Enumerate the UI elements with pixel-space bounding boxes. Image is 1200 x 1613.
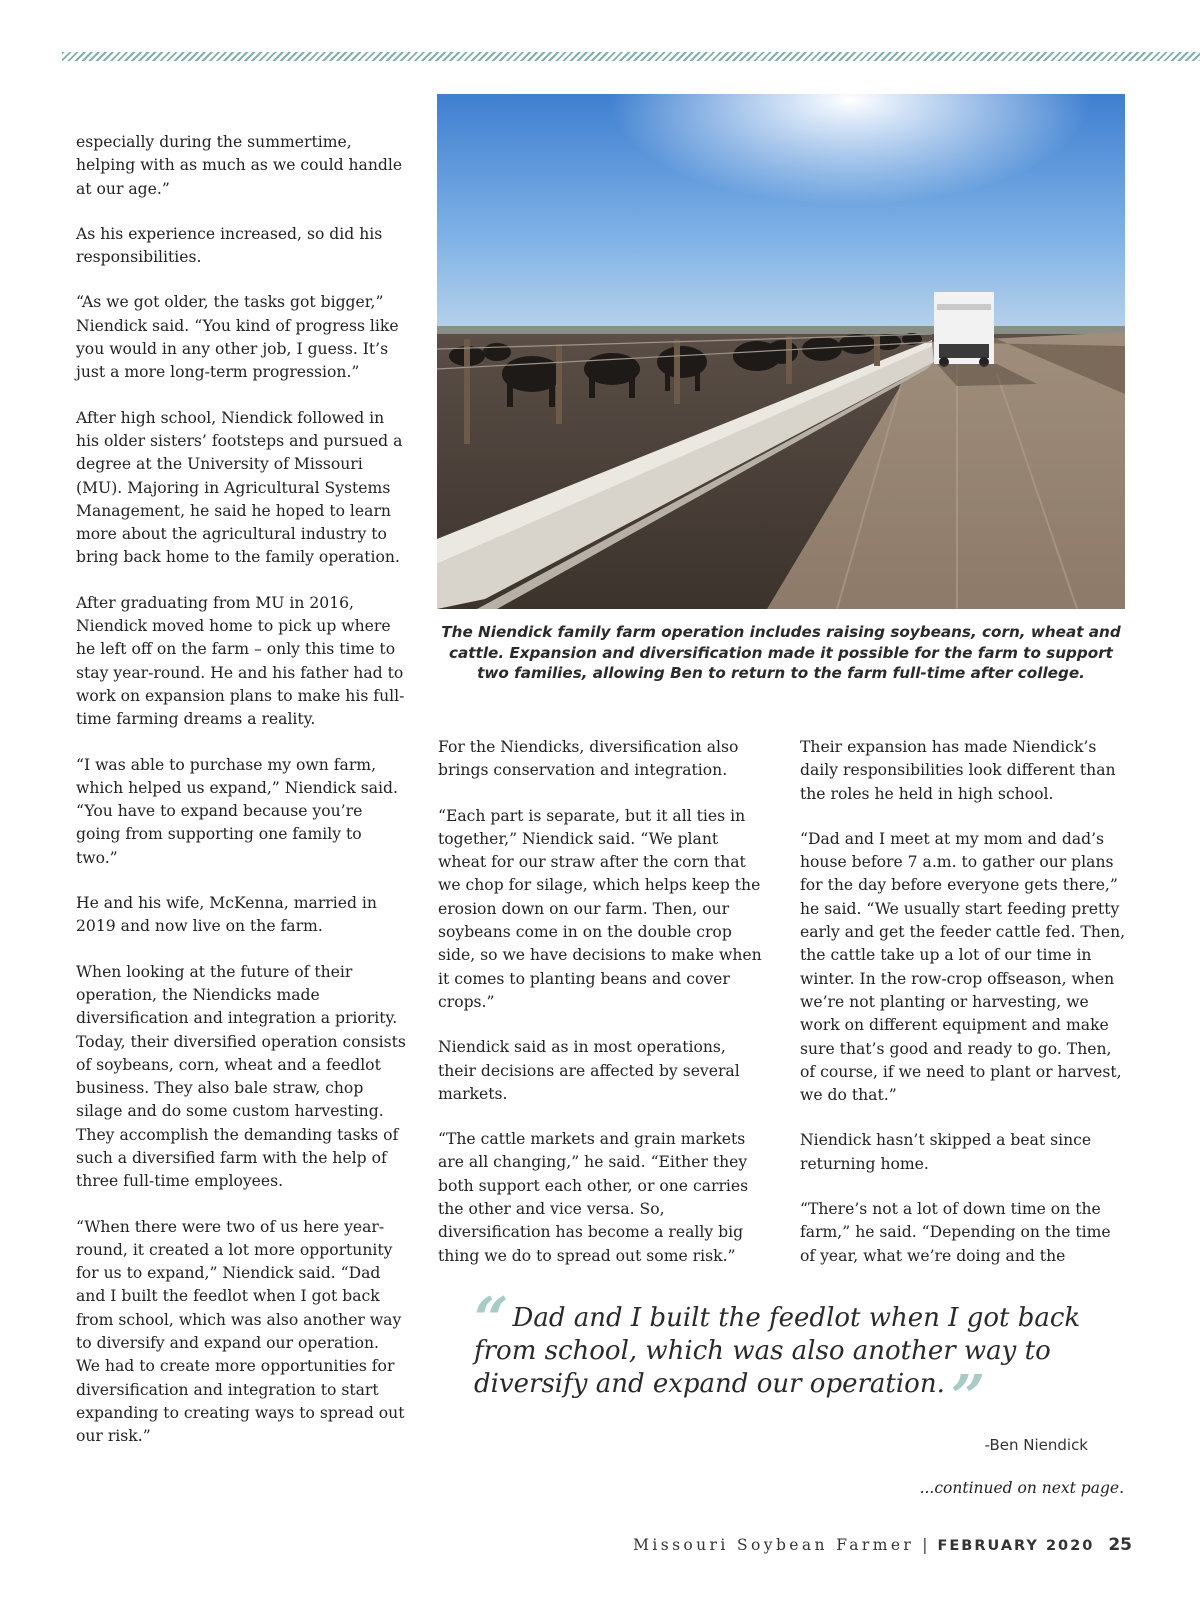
paragraph: After graduating from MU in 2016, Niendick moved home to pick up where he left off on the farm – only this time to stay year-round. He and his father had to work on expansion plans to make his full-time farming dreams a reality. [76,593,405,729]
paragraph: When looking at the future of their operation, the Niendicks made diversification and integration a priority. Today, their diversified operation consists of soybeans, corn, wheat and a feedlot business. They also bale straw, chop silage and do some custom harvesting. They accomplish the demanding tasks of such a diversified farm with the help of three full-time employees. [76,962,406,1191]
paragraph: “The cattle markets and grain markets are all changing,” he said. “Either they both support each other, or one carries the other and vice versa. So, diversification has become a really big thing we do to spread out some risk.” [438,1130,749,1265]
issue-date: FEBRUARY 2020 [937,1538,1095,1554]
open-quote-icon: “ [474,1285,509,1355]
footer-separator: | [922,1536,928,1554]
paragraph: especially during the summertime, helping with as much as we could handle at our age.” [76,133,403,198]
paragraph: “Dad and I meet at my mom and dad’s house before 7 a.m. to gather our plans for the day before everyone gets there,” he said. “We usually start feeding pretty early and get the feeder cattle fed. Then, the cattle take up a lot of our time in winter. In the row-crop offseason, when we’re not planting or harvesting, we work on different equipment and make sure that’s good and ready to go. Then, of course, if we need to plant or harvest, we do that.” [800,829,1126,1105]
paragraph: “As we got older, the tasks got bigger,” Niendick said. “You kind of progress like you would in any other job, I guess. It’s just a more long-term progression.” [76,293,399,382]
paragraph: As his experience increased, so did his responsibilities. [76,224,383,267]
photo-caption: The Niendick family farm operation includes raising soybeans, corn, wheat and cattle. Expansion and diversification made it possible for the farm to support two families, allowing Ben to return to the farm full-time after college. [441,623,1121,682]
pull-quote [474,1285,1114,1433]
pull-quote-text: Dad and I built the feedlot when I got back from school, which was also another way to diversify and expand our operation. [474,1303,1081,1399]
paragraph: Niendick hasn’t skipped a beat since returning home. [800,1131,1092,1173]
close-quote-icon: ” [950,1363,986,1433]
quote-attribution: -Ben Niendick [984,1436,1088,1454]
paragraph: “When there were two of us here year-round, it created a lot more opportunity for us to expand,” Niendick said. “Dad and I built the feedlot when I got back from school, which was also another way to diversify and expand our operation. We had to create more opportunities for diversification and integration to start expanding to creating ways to spread out our risk.” [76,1217,405,1446]
right-text-column [800,736,1130,1290]
paragraph: He and his wife, McKenna, married in 2019 and now live on the farm. [76,894,377,936]
paragraph: After high school, Niendick followed in his older sisters’ footsteps and pursued a degree at the University of Missouri (MU). Majoring in Agricultural Systems Management, he said he hoped to learn more about the agricultural industry to bring back home to the family operation. [76,408,403,567]
page-footer [633,1535,1132,1555]
paragraph: “There’s not a lot of down time on the farm,” he said. “Depending on the time of year, what we’re doing and the [800,1200,1111,1265]
paragraph: “I was able to purchase my own farm, which helped us expand,” Niendick said. “You have to expand because you’re going from supporting one family to two.” [76,755,398,867]
paragraph: Their expansion has made Niendick’s daily responsibilities look different than the roles he held in high school. [800,738,1116,803]
paragraph: Niendick said as in most operations, their decisions are affected by several markets. [438,1038,740,1103]
left-text-column [76,131,406,1471]
feedlot-photo [437,94,1125,609]
continued-note: ...continued on next page. [919,1479,1124,1497]
middle-text-column [438,736,768,1290]
decorative-stripe-bar [62,52,1200,61]
magazine-title: Missouri Soybean Farmer [633,1536,915,1554]
paragraph: For the Niendicks, diversification also brings conservation and integration. [438,738,739,780]
page-number: 25 [1108,1535,1132,1555]
paragraph: “Each part is separate, but it all ties in together,” Niendick said. “We plant wheat for our straw after the corn that we chop for silage, which helps keep the erosion down on our farm. Then, our soybeans come in on the double crop side, so we have decisions to make when it comes to planting beans and cover crops.” [438,806,762,1011]
